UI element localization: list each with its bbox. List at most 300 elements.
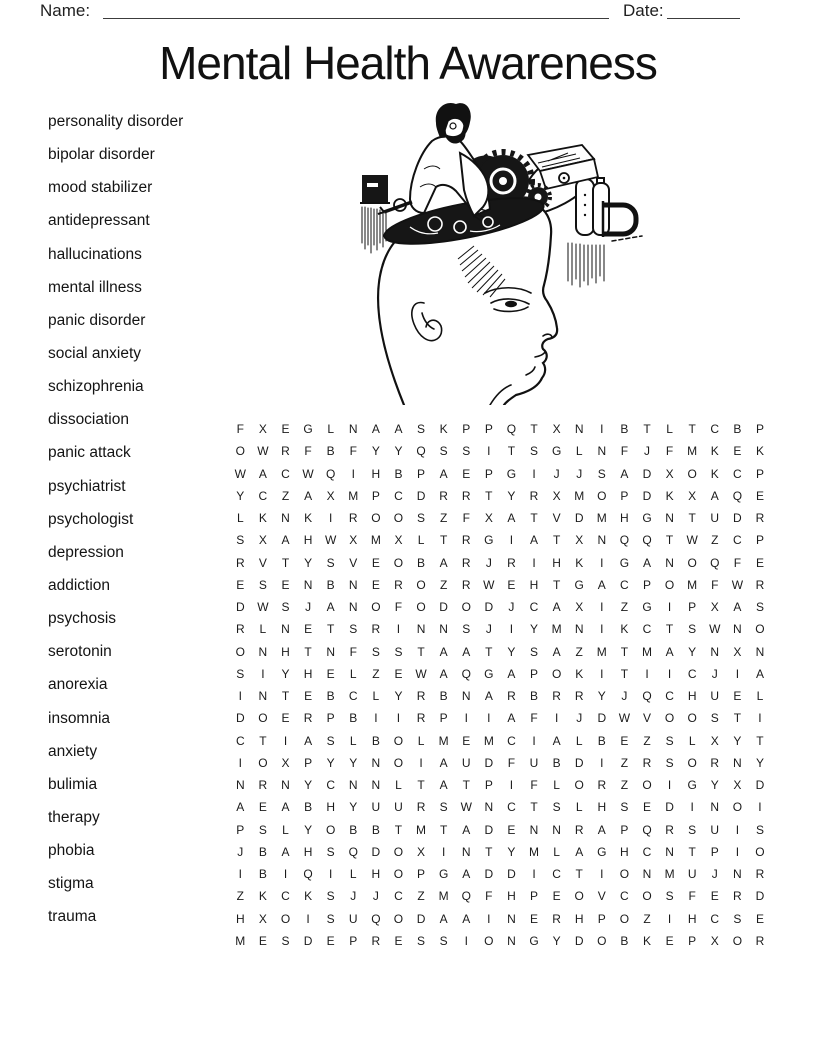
grid-letter: R bbox=[416, 800, 426, 815]
word-list-item: schizophrenia bbox=[48, 378, 144, 396]
grid-letter: E bbox=[326, 933, 335, 948]
grid-letter: J bbox=[576, 466, 583, 481]
grid-letter: L bbox=[417, 533, 425, 548]
grid-letter: Y bbox=[349, 800, 358, 815]
grid-letter: W bbox=[325, 533, 337, 548]
grid-letter: I bbox=[532, 466, 536, 481]
grid-letter: E bbox=[642, 800, 651, 815]
grid-letter: N bbox=[552, 822, 561, 837]
grid-letter: J bbox=[711, 666, 718, 681]
grid-letter: R bbox=[416, 711, 426, 726]
grid-letter: J bbox=[508, 600, 515, 615]
grid-letter: P bbox=[755, 533, 764, 548]
grid-letter: Z bbox=[372, 666, 380, 681]
grid-letter: S bbox=[665, 889, 674, 904]
grid-letter: I bbox=[645, 666, 649, 681]
grid-letter: M bbox=[687, 577, 698, 592]
grid-letter: N bbox=[755, 644, 765, 659]
grid-letter: N bbox=[665, 511, 674, 526]
grid-letter: I bbox=[487, 444, 491, 459]
grid-letter: E bbox=[281, 422, 290, 437]
grid-letter: M bbox=[483, 733, 494, 748]
word-list-item: dissociation bbox=[48, 411, 129, 429]
grid-letter: J bbox=[711, 867, 718, 882]
grid-letter: P bbox=[642, 577, 651, 592]
grid-letter: Q bbox=[710, 555, 720, 570]
grid-letter: Z bbox=[575, 644, 583, 659]
grid-letter: K bbox=[755, 444, 764, 459]
grid-letter: P bbox=[688, 600, 697, 615]
grid-letter: D bbox=[235, 711, 245, 726]
grid-letter: Y bbox=[530, 622, 539, 637]
grid-letter: E bbox=[462, 733, 471, 748]
grid-letter: T bbox=[394, 822, 403, 837]
grid-letter: A bbox=[439, 755, 448, 770]
grid-letter: P bbox=[620, 488, 629, 503]
grid-letter: K bbox=[304, 511, 313, 526]
grid-letter: S bbox=[371, 644, 380, 659]
grid-letter: Y bbox=[755, 755, 764, 770]
grid-letter: R bbox=[574, 689, 584, 704]
grid-letter: Z bbox=[620, 755, 629, 770]
grid-letter: H bbox=[303, 844, 313, 859]
grid-letter: X bbox=[552, 422, 561, 437]
grid-letter: H bbox=[281, 644, 290, 659]
grid-letter: P bbox=[530, 666, 539, 681]
grid-letter: E bbox=[507, 577, 516, 592]
grid-letter: O bbox=[597, 488, 607, 503]
grid-letter: L bbox=[756, 689, 764, 704]
grid-letter: R bbox=[552, 911, 561, 926]
word-list-item: bulimia bbox=[48, 775, 98, 793]
grid-letter: I bbox=[735, 822, 740, 837]
grid-letter: D bbox=[642, 488, 652, 503]
grid-letter: S bbox=[258, 577, 267, 592]
grid-letter: A bbox=[236, 800, 245, 815]
grid-letter: X bbox=[710, 733, 719, 748]
grid-letter: Y bbox=[394, 689, 403, 704]
grid-letter: T bbox=[417, 778, 425, 793]
grid-letter: Q bbox=[642, 533, 652, 548]
grid-letter: E bbox=[462, 466, 471, 481]
grid-letter: N bbox=[710, 800, 720, 815]
open-head-machinery-illustration bbox=[340, 95, 650, 405]
grid-letter: A bbox=[462, 911, 471, 926]
grid-letter: F bbox=[733, 555, 742, 570]
grid-letter: O bbox=[461, 600, 471, 615]
word-list-item: mental illness bbox=[48, 278, 142, 296]
grid-letter: F bbox=[530, 711, 538, 726]
grid-letter: A bbox=[620, 466, 629, 481]
grid-letter: H bbox=[552, 555, 561, 570]
grid-letter: O bbox=[484, 933, 494, 948]
grid-letter: A bbox=[304, 488, 313, 503]
grid-letter: T bbox=[552, 577, 561, 592]
grid-letter: R bbox=[371, 622, 381, 637]
grid-letter: X bbox=[710, 600, 719, 615]
grid-letter: P bbox=[710, 844, 719, 859]
grid-letter: I bbox=[667, 911, 672, 926]
grid-letter: I bbox=[667, 600, 672, 615]
grid-letter: M bbox=[641, 644, 652, 659]
grid-letter: B bbox=[326, 689, 335, 704]
grid-letter: T bbox=[439, 822, 448, 837]
grid-letter: X bbox=[281, 755, 290, 770]
grid-letter: C bbox=[348, 689, 358, 704]
grid-letter: Q bbox=[732, 488, 743, 503]
grid-letter: K bbox=[710, 466, 719, 481]
grid-letter: P bbox=[688, 933, 697, 948]
grid-letter: B bbox=[326, 444, 335, 459]
grid-letter: O bbox=[597, 933, 607, 948]
grid-letter: F bbox=[304, 444, 312, 459]
grid-letter: I bbox=[690, 800, 694, 815]
grid-letter: S bbox=[349, 622, 358, 637]
grid-letter: I bbox=[600, 555, 604, 570]
grid-letter: O bbox=[393, 733, 404, 748]
grid-letter: Z bbox=[439, 577, 448, 592]
grid-letter: Q bbox=[642, 689, 652, 704]
grid-letter: A bbox=[755, 666, 764, 681]
word-list-item: panic attack bbox=[48, 444, 131, 462]
grid-letter: R bbox=[552, 689, 561, 704]
grid-letter: S bbox=[710, 711, 719, 726]
grid-letter: A bbox=[552, 733, 561, 748]
grid-letter: T bbox=[439, 533, 448, 548]
grid-letter: M bbox=[438, 889, 449, 904]
grid-letter: Y bbox=[304, 555, 313, 570]
grid-letter: S bbox=[326, 889, 335, 904]
grid-letter: R bbox=[303, 711, 313, 726]
grid-letter: T bbox=[530, 511, 538, 526]
grid-letter: L bbox=[282, 822, 289, 837]
grid-letter: S bbox=[530, 644, 539, 659]
grid-letter: H bbox=[507, 889, 516, 904]
grid-letter: T bbox=[620, 666, 629, 681]
grid-letter: P bbox=[755, 466, 764, 481]
grid-letter: N bbox=[507, 933, 516, 948]
grid-letter: P bbox=[597, 911, 606, 926]
grid-letter: R bbox=[710, 755, 720, 770]
grid-letter: E bbox=[755, 911, 764, 926]
grid-letter: G bbox=[551, 444, 562, 459]
grid-letter: C bbox=[620, 577, 629, 592]
grid-letter: N bbox=[461, 844, 471, 859]
grid-letter: Q bbox=[326, 466, 336, 481]
grid-letter: D bbox=[303, 933, 313, 948]
grid-letter: R bbox=[439, 488, 448, 503]
grid-letter: Y bbox=[710, 778, 719, 793]
grid-letter: B bbox=[530, 689, 539, 704]
grid-letter: F bbox=[688, 889, 696, 904]
grid-letter: O bbox=[687, 755, 697, 770]
grid-letter: X bbox=[258, 533, 267, 548]
grid-letter: K bbox=[642, 933, 651, 948]
grid-letter: R bbox=[371, 933, 381, 948]
grid-letter: A bbox=[371, 422, 380, 437]
grid-letter: N bbox=[281, 622, 290, 637]
grid-letter: O bbox=[371, 600, 381, 615]
grid-letter: G bbox=[597, 844, 607, 859]
grid-letter: C bbox=[281, 889, 290, 904]
toolbox-left bbox=[360, 175, 390, 203]
word-list-item: trauma bbox=[48, 908, 97, 926]
grid-letter: T bbox=[575, 867, 583, 882]
grid-letter: H bbox=[371, 466, 381, 481]
grid-letter: E bbox=[665, 933, 674, 948]
grid-letter: Z bbox=[417, 889, 425, 904]
grid-letter: O bbox=[755, 622, 765, 637]
grid-letter: T bbox=[485, 844, 493, 859]
date-input-line[interactable] bbox=[667, 0, 740, 19]
grid-letter: U bbox=[461, 755, 471, 770]
grid-letter: D bbox=[642, 466, 652, 481]
grid-letter: H bbox=[303, 666, 313, 681]
grid-letter: P bbox=[462, 422, 471, 437]
grid-letter: Z bbox=[439, 511, 448, 526]
grid-letter: N bbox=[529, 822, 539, 837]
grid-letter: W bbox=[460, 800, 472, 815]
grid-letter: M bbox=[687, 444, 698, 459]
grid-letter: R bbox=[416, 689, 426, 704]
grid-letter: A bbox=[462, 867, 471, 882]
grid-letter: I bbox=[667, 778, 672, 793]
grid-letter: N bbox=[642, 867, 652, 882]
grid-letter: I bbox=[238, 689, 242, 704]
grid-letter: A bbox=[733, 600, 742, 615]
grid-letter: Q bbox=[416, 444, 426, 459]
grid-letter: E bbox=[755, 488, 764, 503]
grid-letter: E bbox=[733, 444, 742, 459]
grid-letter: O bbox=[664, 577, 675, 592]
word-list-item: serotonin bbox=[48, 643, 112, 661]
grid-letter: N bbox=[281, 778, 290, 793]
grid-letter: R bbox=[461, 577, 471, 592]
grid-letter: D bbox=[755, 889, 765, 904]
grid-letter: O bbox=[393, 555, 404, 570]
grid-letter: G bbox=[687, 778, 697, 793]
grid-letter: E bbox=[530, 911, 539, 926]
grid-letter: Q bbox=[461, 666, 471, 681]
grid-letter: A bbox=[326, 600, 335, 615]
grid-letter: L bbox=[372, 689, 380, 704]
grid-letter: Y bbox=[688, 644, 697, 659]
grid-letter: B bbox=[733, 422, 742, 437]
grid-letter: I bbox=[261, 666, 265, 681]
grid-letter: I bbox=[306, 911, 310, 926]
grid-letter: F bbox=[620, 444, 629, 459]
grid-letter: L bbox=[688, 733, 696, 748]
grid-letter: J bbox=[485, 622, 492, 637]
grid-letter: H bbox=[687, 689, 697, 704]
grid-letter: K bbox=[665, 488, 674, 503]
grid-letter: K bbox=[620, 622, 629, 637]
grid-letter: V bbox=[597, 889, 606, 904]
grid-letter: I bbox=[374, 711, 378, 726]
grid-letter: A bbox=[281, 800, 290, 815]
grid-letter: I bbox=[600, 666, 604, 681]
grid-letter: O bbox=[235, 644, 245, 659]
grid-letter: S bbox=[665, 733, 674, 748]
grid-letter: L bbox=[553, 778, 560, 793]
grid-letter: N bbox=[733, 622, 742, 637]
grid-letter: O bbox=[371, 511, 381, 526]
grid-letter: C bbox=[710, 911, 720, 926]
grid-letter: G bbox=[642, 511, 652, 526]
grid-letter: C bbox=[733, 466, 742, 481]
grid-letter: W bbox=[483, 577, 495, 592]
grid-letter: N bbox=[348, 577, 358, 592]
grid-letter: S bbox=[530, 444, 539, 459]
word-list-item: antidepressant bbox=[48, 212, 150, 230]
grid-letter: G bbox=[303, 422, 313, 437]
grid-letter: P bbox=[484, 422, 493, 437]
grid-letter: W bbox=[731, 577, 744, 592]
grid-letter: A bbox=[439, 555, 448, 570]
grid-letter: N bbox=[371, 778, 381, 793]
grid-letter: G bbox=[484, 666, 494, 681]
grid-letter: D bbox=[484, 600, 494, 615]
grid-letter: F bbox=[665, 444, 674, 459]
grid-letter: H bbox=[371, 867, 381, 882]
grid-letter: N bbox=[574, 622, 584, 637]
grid-letter: S bbox=[688, 822, 697, 837]
grid-letter: U bbox=[529, 755, 539, 770]
grid-letter: S bbox=[417, 422, 426, 437]
grid-letter: Q bbox=[371, 911, 381, 926]
grid-letter: Q bbox=[506, 422, 517, 437]
grid-letter: X bbox=[575, 600, 584, 615]
grid-letter: W bbox=[257, 600, 269, 615]
grid-letter: I bbox=[509, 622, 514, 637]
grid-letter: W bbox=[302, 466, 314, 481]
grid-letter: E bbox=[258, 933, 267, 948]
word-list-item: hallucinations bbox=[48, 245, 142, 263]
grid-letter: B bbox=[326, 577, 335, 592]
grid-letter: B bbox=[620, 933, 629, 948]
grid-letter: X bbox=[575, 533, 584, 548]
grid-letter: S bbox=[417, 933, 426, 948]
grid-letter: D bbox=[574, 933, 584, 948]
grid-letter: L bbox=[349, 666, 357, 681]
grid-letter: C bbox=[394, 488, 403, 503]
grid-letter: T bbox=[733, 711, 742, 726]
grid-letter: L bbox=[327, 422, 335, 437]
grid-letter: C bbox=[507, 733, 516, 748]
grid-letter: I bbox=[329, 511, 333, 526]
grid-letter: M bbox=[370, 533, 381, 548]
grid-letter: Q bbox=[619, 533, 630, 548]
grid-letter: I bbox=[600, 422, 604, 437]
grid-letter: J bbox=[350, 889, 357, 904]
grid-letter: S bbox=[439, 444, 448, 459]
grid-letter: J bbox=[553, 466, 560, 481]
grid-letter: R bbox=[461, 533, 471, 548]
grid-letter: J bbox=[576, 711, 583, 726]
grid-letter: I bbox=[758, 800, 762, 815]
grid-letter: C bbox=[710, 422, 720, 437]
grid-letter: Y bbox=[326, 755, 335, 770]
grid-letter: D bbox=[439, 600, 448, 615]
grid-letter: R bbox=[755, 867, 765, 882]
grid-letter: J bbox=[485, 555, 492, 570]
grid-letter: I bbox=[600, 600, 604, 615]
grid-letter: R bbox=[461, 555, 471, 570]
grid-letter: A bbox=[552, 600, 561, 615]
grid-letter: I bbox=[487, 711, 491, 726]
grid-letter: N bbox=[348, 600, 358, 615]
grid-letter: L bbox=[575, 800, 583, 815]
grid-letter: I bbox=[238, 755, 242, 770]
grid-letter: R bbox=[755, 511, 765, 526]
grid-letter: T bbox=[688, 844, 696, 859]
grid-letter: A bbox=[439, 911, 448, 926]
letter-grid bbox=[229, 418, 771, 952]
grid-letter: S bbox=[281, 933, 290, 948]
grid-letter: R bbox=[394, 577, 403, 592]
grid-letter: P bbox=[371, 488, 380, 503]
grid-letter: P bbox=[439, 711, 448, 726]
grid-letter: F bbox=[530, 778, 538, 793]
grid-letter: S bbox=[281, 600, 290, 615]
grid-letter: K bbox=[439, 422, 448, 437]
grid-letter: Z bbox=[711, 533, 719, 548]
name-input-line[interactable] bbox=[103, 0, 609, 19]
grid-letter: P bbox=[417, 466, 426, 481]
date-label: Date: bbox=[623, 1, 664, 20]
grid-letter: X bbox=[484, 511, 493, 526]
grid-letter: R bbox=[507, 555, 516, 570]
grid-letter: M bbox=[664, 867, 675, 882]
grid-letter: D bbox=[733, 511, 742, 526]
grid-letter: E bbox=[552, 889, 561, 904]
word-list-item: bipolar disorder bbox=[48, 146, 155, 164]
grid-letter: G bbox=[484, 533, 494, 548]
grid-letter: W bbox=[686, 533, 698, 548]
word-list bbox=[48, 105, 183, 934]
grid-letter: I bbox=[554, 711, 559, 726]
grid-letter: S bbox=[733, 911, 742, 926]
grid-letter: L bbox=[575, 733, 583, 748]
grid-letter: X bbox=[349, 533, 358, 548]
grid-letter: S bbox=[439, 933, 448, 948]
grid-letter: B bbox=[371, 822, 380, 837]
grid-letter: B bbox=[439, 689, 448, 704]
grid-letter: F bbox=[349, 444, 357, 459]
grid-letter: D bbox=[755, 778, 765, 793]
grid-letter: P bbox=[236, 822, 245, 837]
grid-letter: H bbox=[529, 577, 539, 592]
grid-letter: E bbox=[620, 733, 629, 748]
grid-letter: I bbox=[464, 933, 468, 948]
grid-letter: D bbox=[416, 488, 426, 503]
grid-letter: I bbox=[464, 711, 468, 726]
grid-letter: I bbox=[283, 733, 288, 748]
word-list-item: psychologist bbox=[48, 510, 134, 528]
grid-letter: N bbox=[574, 422, 584, 437]
grid-letter: Y bbox=[304, 778, 313, 793]
grid-letter: S bbox=[236, 533, 245, 548]
grid-letter: G bbox=[438, 867, 449, 882]
grid-letter: S bbox=[236, 666, 245, 681]
grid-letter: N bbox=[597, 533, 607, 548]
grid-letter: M bbox=[235, 933, 246, 948]
grid-letter: I bbox=[600, 867, 604, 882]
grid-letter: V bbox=[642, 711, 651, 726]
grid-letter: T bbox=[327, 622, 335, 637]
grid-letter: O bbox=[642, 889, 652, 904]
grid-letter: M bbox=[416, 822, 427, 837]
